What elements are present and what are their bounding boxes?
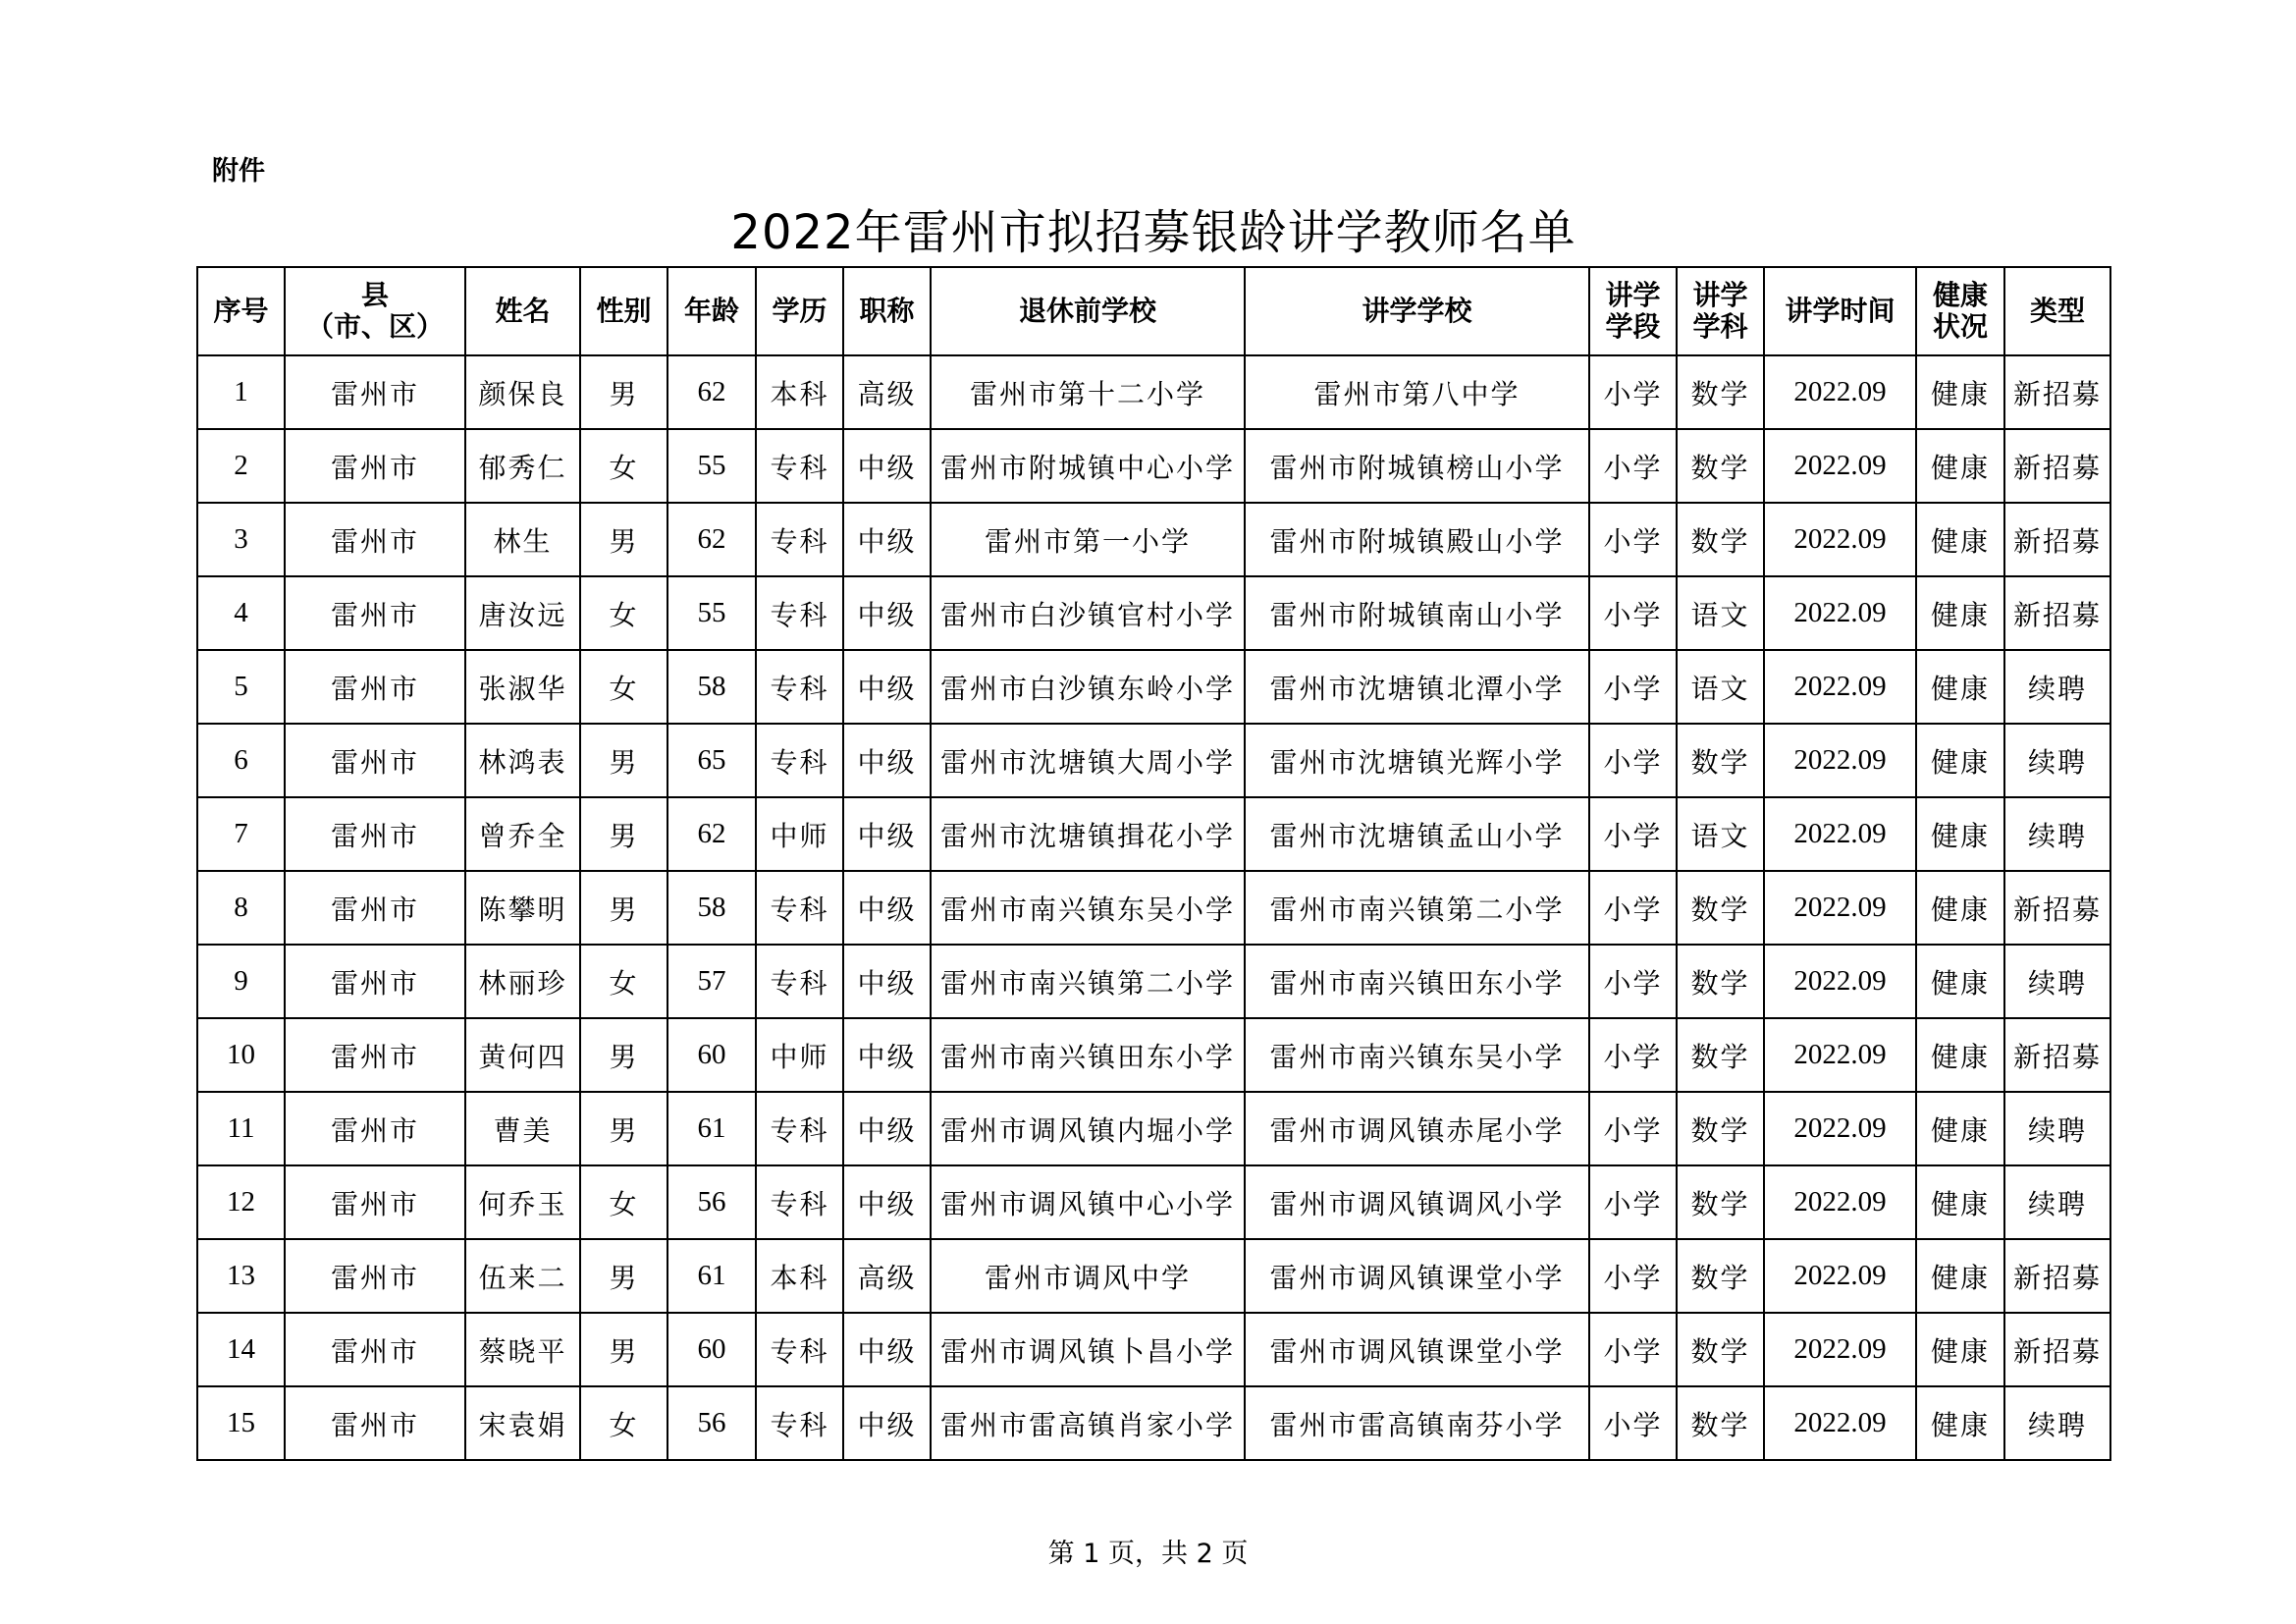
cell-teaching-school: 雷州市沈塘镇光辉小学 (1245, 724, 1589, 797)
cell-education: 专科 (756, 1386, 843, 1460)
table-row (197, 1165, 2110, 1239)
cell-education: 专科 (756, 871, 843, 945)
header-text: 讲学学校 (1362, 294, 1472, 327)
cell-teaching-subject: 语文 (1677, 650, 1764, 724)
cell-type: 续聘 (2004, 1386, 2110, 1460)
cell-name: 曾乔全 (465, 797, 580, 871)
header-text: （市、区） (305, 310, 444, 343)
cell-education: 中师 (756, 797, 843, 871)
cell-title-rank: 中级 (843, 650, 931, 724)
cell-name: 林鸿表 (465, 724, 580, 797)
cell-title-rank: 中级 (843, 1386, 931, 1460)
table-row (197, 1386, 2110, 1460)
cell-teaching-stage: 小学 (1589, 355, 1677, 429)
cell-teaching-stage: 小学 (1589, 724, 1677, 797)
cell-age: 55 (667, 576, 756, 650)
cell-gender: 男 (580, 503, 667, 576)
cell-former-school: 雷州市调风中学 (931, 1239, 1245, 1313)
cell-teaching-subject: 数学 (1677, 871, 1764, 945)
cell-teaching-school: 雷州市调风镇课堂小学 (1245, 1239, 1589, 1313)
cell-age: 55 (667, 429, 756, 503)
cell-type: 新招募 (2004, 429, 2110, 503)
header-text: 讲学 (1692, 278, 1748, 311)
cell-teaching-subject: 数学 (1677, 1092, 1764, 1165)
cell-type: 新招募 (2004, 1018, 2110, 1092)
cell-health: 健康 (1916, 429, 2004, 503)
col-header-gender (580, 267, 667, 355)
cell-county: 雷州市 (285, 1018, 465, 1092)
cell-former-school: 雷州市第十二小学 (931, 355, 1245, 429)
cell-former-school: 雷州市调风镇中心小学 (931, 1165, 1245, 1239)
cell-gender: 男 (580, 1239, 667, 1313)
cell-age: 62 (667, 503, 756, 576)
cell-index: 1 (197, 355, 285, 429)
table-row (197, 650, 2110, 724)
header-text: 类型 (2029, 294, 2085, 327)
cell-age: 58 (667, 650, 756, 724)
cell-health: 健康 (1916, 871, 2004, 945)
cell-gender: 女 (580, 1386, 667, 1460)
attachment-label: 附件 (212, 156, 265, 187)
cell-county: 雷州市 (285, 871, 465, 945)
cell-title-rank: 中级 (843, 576, 931, 650)
cell-education: 中师 (756, 1018, 843, 1092)
cell-health: 健康 (1916, 576, 2004, 650)
cell-health: 健康 (1916, 355, 2004, 429)
cell-title-rank: 中级 (843, 797, 931, 871)
header-text: 县 (360, 278, 389, 311)
cell-education: 专科 (756, 650, 843, 724)
cell-index: 9 (197, 945, 285, 1018)
table-row (197, 1018, 2110, 1092)
cell-type: 新招募 (2004, 1239, 2110, 1313)
table-row (197, 1092, 2110, 1165)
table-row (197, 797, 2110, 871)
col-header-teaching-school (1245, 267, 1589, 355)
cell-former-school: 雷州市南兴镇第二小学 (931, 945, 1245, 1018)
cell-type: 续聘 (2004, 1165, 2110, 1239)
col-header-name (465, 267, 580, 355)
cell-title-rank: 中级 (843, 1313, 931, 1386)
cell-teaching-stage: 小学 (1589, 1386, 1677, 1460)
cell-teaching-subject: 数学 (1677, 724, 1764, 797)
cell-teaching-time: 2022.09 (1764, 355, 1916, 429)
cell-teaching-subject: 数学 (1677, 1165, 1764, 1239)
cell-teaching-time: 2022.09 (1764, 429, 1916, 503)
cell-index: 13 (197, 1239, 285, 1313)
cell-teaching-stage: 小学 (1589, 1313, 1677, 1386)
cell-teaching-school: 雷州市调风镇课堂小学 (1245, 1313, 1589, 1386)
cell-education: 专科 (756, 576, 843, 650)
cell-teaching-stage: 小学 (1589, 871, 1677, 945)
cell-teaching-school: 雷州市附城镇殿山小学 (1245, 503, 1589, 576)
cell-teaching-time: 2022.09 (1764, 724, 1916, 797)
cell-county: 雷州市 (285, 1092, 465, 1165)
cell-index: 11 (197, 1092, 285, 1165)
cell-gender: 男 (580, 1018, 667, 1092)
cell-age: 60 (667, 1018, 756, 1092)
cell-gender: 女 (580, 650, 667, 724)
cell-title-rank: 中级 (843, 724, 931, 797)
header-text: 状况 (1932, 310, 1988, 343)
cell-index: 3 (197, 503, 285, 576)
table-row (197, 576, 2110, 650)
cell-teaching-subject: 数学 (1677, 1239, 1764, 1313)
cell-former-school: 雷州市调风镇卜昌小学 (931, 1313, 1245, 1386)
cell-teaching-subject: 数学 (1677, 1018, 1764, 1092)
cell-teaching-stage: 小学 (1589, 1239, 1677, 1313)
header-text: 学段 (1605, 310, 1661, 343)
header-text: 性别 (596, 294, 652, 327)
header-text: 年龄 (683, 294, 739, 327)
cell-type: 续聘 (2004, 1092, 2110, 1165)
cell-name: 黄何四 (465, 1018, 580, 1092)
cell-name: 何乔玉 (465, 1165, 580, 1239)
table-row (197, 724, 2110, 797)
col-header-health (1916, 267, 2004, 355)
cell-health: 健康 (1916, 503, 2004, 576)
cell-age: 61 (667, 1092, 756, 1165)
cell-gender: 女 (580, 945, 667, 1018)
cell-teaching-time: 2022.09 (1764, 1386, 1916, 1460)
cell-type: 续聘 (2004, 945, 2110, 1018)
cell-county: 雷州市 (285, 576, 465, 650)
header-text: 姓名 (495, 294, 551, 327)
cell-gender: 男 (580, 724, 667, 797)
table-row (197, 945, 2110, 1018)
col-header-teaching-stage (1589, 267, 1677, 355)
cell-education: 专科 (756, 724, 843, 797)
cell-name: 郁秀仁 (465, 429, 580, 503)
document-title: 2022年雷州市拟招募银龄讲学教师名单 (730, 205, 1576, 260)
cell-name: 颜保良 (465, 355, 580, 429)
cell-gender: 女 (580, 1165, 667, 1239)
header-text: 学历 (772, 294, 828, 327)
cell-county: 雷州市 (285, 503, 465, 576)
header-text: 退休前学校 (1018, 294, 1156, 327)
cell-county: 雷州市 (285, 650, 465, 724)
cell-teaching-school: 雷州市雷高镇南芬小学 (1245, 1386, 1589, 1460)
cell-title-rank: 中级 (843, 429, 931, 503)
col-header-former-school (931, 267, 1245, 355)
cell-county: 雷州市 (285, 1165, 465, 1239)
cell-education: 专科 (756, 1313, 843, 1386)
cell-gender: 女 (580, 429, 667, 503)
cell-title-rank: 中级 (843, 1165, 931, 1239)
cell-teaching-stage: 小学 (1589, 576, 1677, 650)
cell-health: 健康 (1916, 1313, 2004, 1386)
cell-name: 唐汝远 (465, 576, 580, 650)
cell-teaching-school: 雷州市第八中学 (1245, 355, 1589, 429)
cell-teaching-subject: 语文 (1677, 576, 1764, 650)
cell-index: 6 (197, 724, 285, 797)
page-footer: 第 1 页，共 2 页 (1047, 1539, 1249, 1569)
cell-name: 陈攀明 (465, 871, 580, 945)
cell-name: 蔡晓平 (465, 1313, 580, 1386)
cell-index: 14 (197, 1313, 285, 1386)
cell-index: 2 (197, 429, 285, 503)
cell-education: 专科 (756, 945, 843, 1018)
cell-age: 56 (667, 1386, 756, 1460)
cell-index: 12 (197, 1165, 285, 1239)
cell-county: 雷州市 (285, 355, 465, 429)
cell-index: 7 (197, 797, 285, 871)
cell-county: 雷州市 (285, 1386, 465, 1460)
cell-type: 续聘 (2004, 797, 2110, 871)
header-text: 讲学 (1605, 278, 1661, 311)
cell-health: 健康 (1916, 1239, 2004, 1313)
cell-teaching-subject: 数学 (1677, 1313, 1764, 1386)
cell-type: 新招募 (2004, 576, 2110, 650)
cell-teaching-school: 雷州市南兴镇田东小学 (1245, 945, 1589, 1018)
cell-teaching-time: 2022.09 (1764, 1092, 1916, 1165)
cell-name: 林生 (465, 503, 580, 576)
col-header-index (197, 267, 285, 355)
cell-teaching-school: 雷州市南兴镇第二小学 (1245, 871, 1589, 945)
cell-teaching-school: 雷州市附城镇榜山小学 (1245, 429, 1589, 503)
cell-title-rank: 中级 (843, 1018, 931, 1092)
cell-health: 健康 (1916, 1018, 2004, 1092)
table-header-row (197, 267, 2110, 355)
cell-type: 新招募 (2004, 871, 2110, 945)
teacher-roster-table (196, 266, 2111, 1461)
cell-county: 雷州市 (285, 429, 465, 503)
cell-former-school: 雷州市调风镇内堀小学 (931, 1092, 1245, 1165)
cell-gender: 男 (580, 1313, 667, 1386)
cell-title-rank: 中级 (843, 1092, 931, 1165)
cell-gender: 男 (580, 1092, 667, 1165)
cell-gender: 男 (580, 797, 667, 871)
cell-former-school: 雷州市雷高镇肖家小学 (931, 1386, 1245, 1460)
cell-title-rank: 中级 (843, 503, 931, 576)
table-row (197, 1239, 2110, 1313)
cell-teaching-subject: 数学 (1677, 945, 1764, 1018)
cell-age: 57 (667, 945, 756, 1018)
cell-teaching-stage: 小学 (1589, 429, 1677, 503)
cell-former-school: 雷州市附城镇中心小学 (931, 429, 1245, 503)
cell-health: 健康 (1916, 724, 2004, 797)
cell-teaching-stage: 小学 (1589, 797, 1677, 871)
cell-title-rank: 高级 (843, 1239, 931, 1313)
cell-education: 本科 (756, 1239, 843, 1313)
cell-name: 林丽珍 (465, 945, 580, 1018)
cell-former-school: 雷州市白沙镇官村小学 (931, 576, 1245, 650)
cell-age: 60 (667, 1313, 756, 1386)
col-header-age (667, 267, 756, 355)
cell-teaching-school: 雷州市调风镇赤尾小学 (1245, 1092, 1589, 1165)
header-text: 职称 (859, 294, 915, 327)
col-header-education (756, 267, 843, 355)
header-text: 健康 (1932, 278, 1988, 311)
cell-type: 续聘 (2004, 724, 2110, 797)
table-row (197, 871, 2110, 945)
cell-age: 61 (667, 1239, 756, 1313)
cell-name: 伍来二 (465, 1239, 580, 1313)
cell-health: 健康 (1916, 1165, 2004, 1239)
cell-name: 宋袁娟 (465, 1386, 580, 1460)
cell-teaching-subject: 数学 (1677, 355, 1764, 429)
cell-teaching-stage: 小学 (1589, 650, 1677, 724)
cell-teaching-time: 2022.09 (1764, 1313, 1916, 1386)
cell-gender: 男 (580, 871, 667, 945)
cell-education: 专科 (756, 429, 843, 503)
cell-index: 5 (197, 650, 285, 724)
header-text: 讲学时间 (1785, 294, 1896, 327)
cell-index: 4 (197, 576, 285, 650)
cell-teaching-time: 2022.09 (1764, 797, 1916, 871)
cell-teaching-school: 雷州市附城镇南山小学 (1245, 576, 1589, 650)
cell-index: 10 (197, 1018, 285, 1092)
cell-index: 15 (197, 1386, 285, 1460)
cell-name: 张淑华 (465, 650, 580, 724)
cell-teaching-school: 雷州市南兴镇东吴小学 (1245, 1018, 1589, 1092)
cell-type: 新招募 (2004, 1313, 2110, 1386)
header-text: 学科 (1692, 310, 1748, 343)
cell-teaching-time: 2022.09 (1764, 1239, 1916, 1313)
cell-teaching-school: 雷州市沈塘镇孟山小学 (1245, 797, 1589, 871)
cell-type: 新招募 (2004, 355, 2110, 429)
cell-teaching-time: 2022.09 (1764, 1165, 1916, 1239)
cell-health: 健康 (1916, 1386, 2004, 1460)
cell-teaching-time: 2022.09 (1764, 576, 1916, 650)
cell-title-rank: 中级 (843, 945, 931, 1018)
cell-teaching-subject: 语文 (1677, 797, 1764, 871)
cell-county: 雷州市 (285, 1313, 465, 1386)
header-text: 序号 (213, 294, 269, 327)
cell-county: 雷州市 (285, 724, 465, 797)
cell-former-school: 雷州市白沙镇东岭小学 (931, 650, 1245, 724)
cell-county: 雷州市 (285, 797, 465, 871)
cell-education: 本科 (756, 355, 843, 429)
cell-former-school: 雷州市沈塘镇大周小学 (931, 724, 1245, 797)
col-header-teaching-subject (1677, 267, 1764, 355)
table-row (197, 1313, 2110, 1386)
cell-title-rank: 高级 (843, 355, 931, 429)
cell-title-rank: 中级 (843, 871, 931, 945)
cell-health: 健康 (1916, 650, 2004, 724)
cell-gender: 女 (580, 576, 667, 650)
cell-age: 65 (667, 724, 756, 797)
cell-health: 健康 (1916, 1092, 2004, 1165)
cell-education: 专科 (756, 1092, 843, 1165)
cell-index: 8 (197, 871, 285, 945)
cell-former-school: 雷州市南兴镇田东小学 (931, 1018, 1245, 1092)
col-header-title-rank (843, 267, 931, 355)
table-row (197, 355, 2110, 429)
col-header-teaching-time (1764, 267, 1916, 355)
cell-age: 56 (667, 1165, 756, 1239)
cell-teaching-time: 2022.09 (1764, 945, 1916, 1018)
cell-county: 雷州市 (285, 1239, 465, 1313)
cell-teaching-time: 2022.09 (1764, 1018, 1916, 1092)
cell-health: 健康 (1916, 797, 2004, 871)
cell-teaching-time: 2022.09 (1764, 871, 1916, 945)
cell-teaching-school: 雷州市沈塘镇北潭小学 (1245, 650, 1589, 724)
cell-teaching-subject: 数学 (1677, 503, 1764, 576)
cell-education: 专科 (756, 1165, 843, 1239)
cell-health: 健康 (1916, 945, 2004, 1018)
cell-teaching-stage: 小学 (1589, 503, 1677, 576)
col-header-county (285, 267, 465, 355)
cell-teaching-stage: 小学 (1589, 1092, 1677, 1165)
cell-former-school: 雷州市沈塘镇揖花小学 (931, 797, 1245, 871)
cell-former-school: 雷州市南兴镇东吴小学 (931, 871, 1245, 945)
cell-age: 62 (667, 797, 756, 871)
table-row (197, 429, 2110, 503)
cell-county: 雷州市 (285, 945, 465, 1018)
cell-type: 新招募 (2004, 503, 2110, 576)
cell-age: 62 (667, 355, 756, 429)
table-row (197, 503, 2110, 576)
cell-teaching-subject: 数学 (1677, 429, 1764, 503)
cell-name: 曹美 (465, 1092, 580, 1165)
cell-teaching-time: 2022.09 (1764, 650, 1916, 724)
cell-education: 专科 (756, 503, 843, 576)
cell-age: 58 (667, 871, 756, 945)
cell-teaching-subject: 数学 (1677, 1386, 1764, 1460)
cell-teaching-stage: 小学 (1589, 945, 1677, 1018)
cell-teaching-time: 2022.09 (1764, 503, 1916, 576)
cell-type: 续聘 (2004, 650, 2110, 724)
cell-former-school: 雷州市第一小学 (931, 503, 1245, 576)
cell-teaching-stage: 小学 (1589, 1165, 1677, 1239)
col-header-type (2004, 267, 2110, 355)
cell-gender: 男 (580, 355, 667, 429)
cell-teaching-stage: 小学 (1589, 1018, 1677, 1092)
cell-teaching-school: 雷州市调风镇调风小学 (1245, 1165, 1589, 1239)
